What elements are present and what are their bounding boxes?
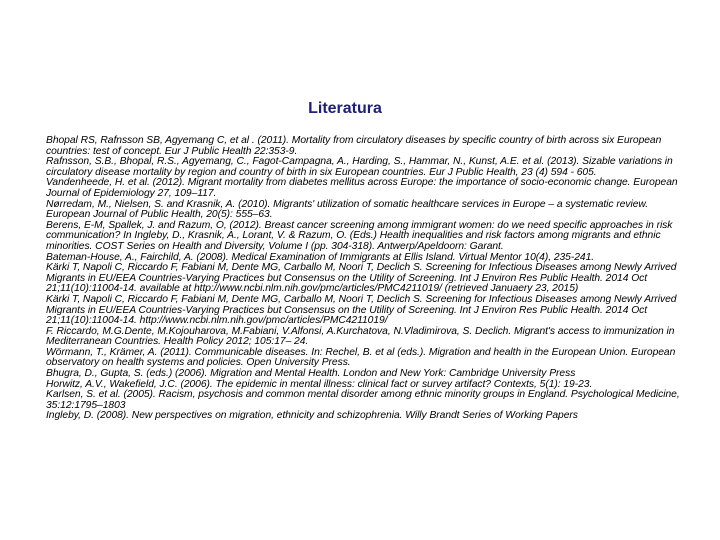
reference-item: Bhugra, D., Gupta, S. (eds.) (2006). Migration and Mental Health. London and New York: Cambridge University Press: [46, 368, 576, 380]
reference-item: Ingleby, D. (2008). New perspectives on migration, ethnicity and schizophrenia. Willy Brandt Series of Working Papers: [46, 410, 578, 422]
reference-item: Nørredam, M., Nielsen, S. and Krasnik, A. (2010). Migrants' utilization of somatic healthcare services in Europe – a systematic review. European Journal of Public Health, 20(5): 555–63.: [46, 198, 649, 221]
reference-list: [46, 136, 682, 422]
reference-item: F. Riccardo, M.G.Dente, M.Kojouharova, M.Fabiani, V.Alfonsi, A.Kurchatova, N.Vladimirova, S. Declich. Migrant's access to immunization in Mediterranean Countries. Health Policy 2012; 105:17– 24.: [46, 325, 675, 348]
reference-item: Kärki T, Napoli C, Riccardo F, Fabiani M, Dente MG, Carballo M, Noori T, Declich S. Screening for Infectious Diseases among Newly Arrived Migrants in EU/EEA Countries-Varying Practices but Consensus on the Utility of Screening. Int J Environ Res Public Health. 2014 Oct 21;11(10):11004-14. http://www.ncbi.nlm.nih.gov/pmc/articles/PMC4211019/: [46, 293, 677, 327]
reference-item: Bhopal RS, Rafnsson SB, Agyemang C, et al . (2011). Mortality from circulatory diseases by specific country of birth across six European countries: test of concept. Eur J Public Health 22:353-9.: [46, 135, 662, 157]
reference-item: Berens, E-M, Spallek, J. and Razum, O, (2012). Breast cancer screening among immigrant women: do we need specific approaches in risk communication? In Ingleby, D., Krasnik, A., Lorant, V. & Razum, O. (Eds.) Health inequalities and risk factors among migrants and ethnic minorities. COST Series on Health and Diversity, Volume I (pp. 304-318). Antwerp/Apeldoorn: Garant.: [46, 219, 673, 252]
reference-item: Kärki T, Napoli C, Riccardo F, Fabiani M, Dente MG, Carballo M, Noori T, Declich S. Screening for Infectious Diseases among Newly Arrived Migrants in EU/EEA Countries-Varying Practices but Consensus on the Utility of Screening. Int J Environ Res Public Health. 2014 Oct 21;11(10):11004-14. available at http://www.ncbi.nlm.nih.gov/pmc/articles/PMC4211019/ (retrieved Januaery 23, 2015): [46, 262, 677, 295]
reference-item: Karlsen, S. et al. (2005). Racism, psychosis and common mental disorder among ethnic minority groups in England. Psychological Medicine, 35:12:1795–1803: [46, 389, 680, 411]
reference-item: Vandenheede, H. et al. (2012). Migrant mortality from diabetes mellitus across Europe: the importance of socio-economic change. European Journal of Epidemiology 27, 109–117.: [46, 177, 678, 199]
reference-item: Horwitz, A.V., Wakefield, J.C. (2006). The epidemic in mental illness: clinical fact or survey artifact? Contexts, 5(1): 19-23.: [46, 378, 593, 390]
reference-item: Rafnsson, S.B., Bhopal, R.S., Agyemang, C., Fagot-Campagna, A., Harding, S., Hammar, N., Kunst, A.E. et al. (2013). Sizable variations in circulatory disease mortality by region and country of birth in six European countries. Eur J Public Health, 23 (4) 594 - 605.: [46, 156, 673, 178]
reference-item: Bateman-House, A., Fairchild, A. (2008). Medical Examination of Immigrants at Ellis Island. Virtual Mentor 10(4), 235-241.: [46, 251, 595, 263]
reference-item: Wörmann, T., Krämer, A. (2011). Communicable diseases. In: Rechel, B. et al (eds.). Migration and health in the European Union. European observatory on health systems and policies. Open University Press.: [46, 346, 676, 369]
slide-title: Literatura: [308, 100, 382, 117]
